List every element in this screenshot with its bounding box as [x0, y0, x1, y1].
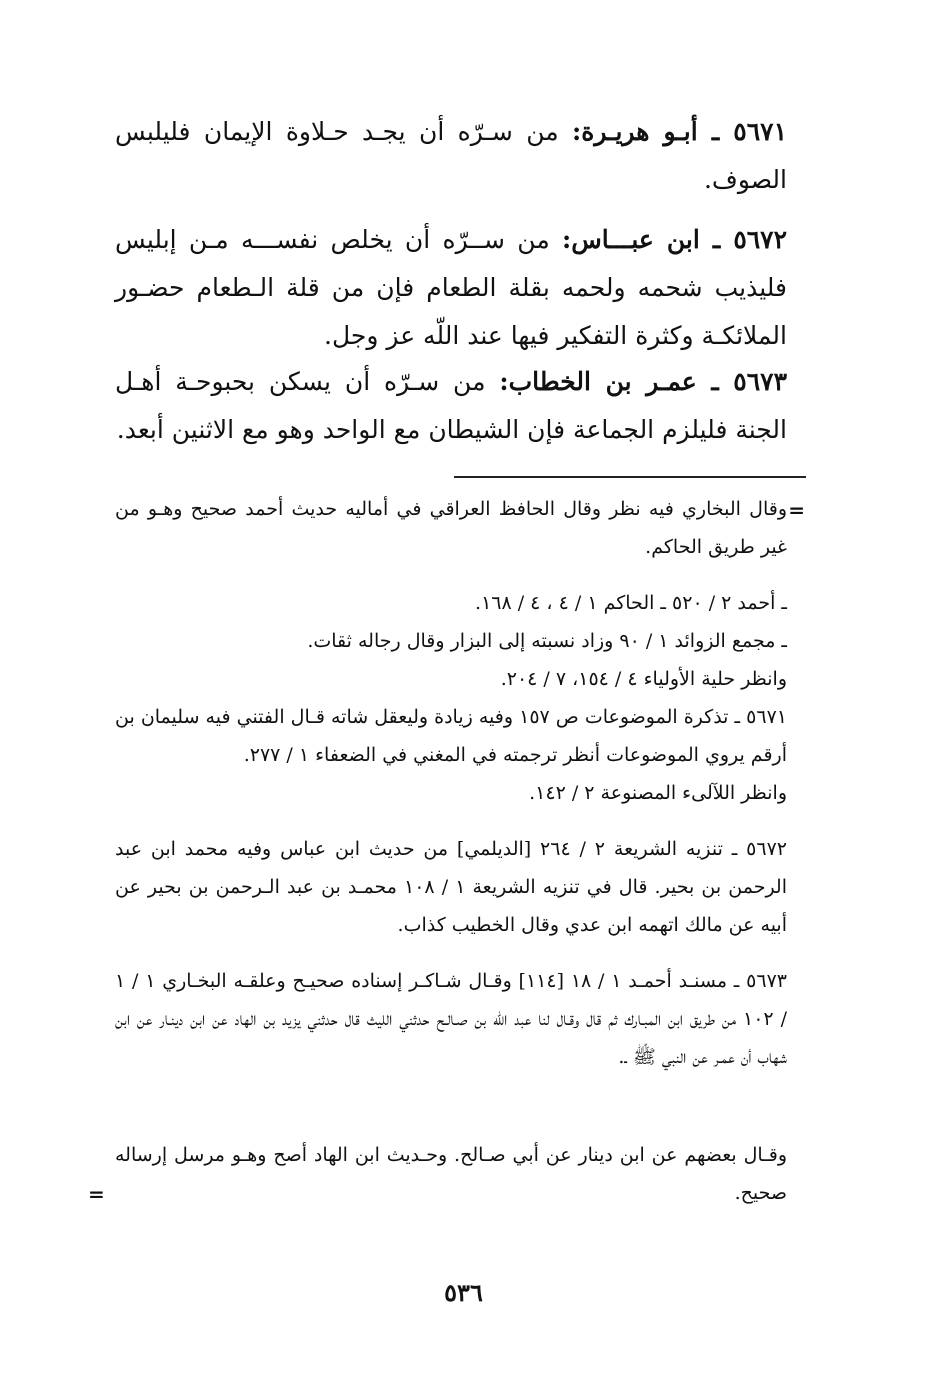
footnote-text: ٥٦٧٣ ـ مسنـد أحمـد ١ / ١٨ [١١٤] وقـال شـاكـر إسناده صحيـح وعلقـه البخـاري ١ / ١ / ١٠٢ من طريق ابن المبـارك ثم قال وقـال لنا عبد اللّه بن صـالـح حدثني الليث قال حدثني يزيد بن الهاد عن ابن دينـار عن ابن شهاب أن عمـر عن النبي ﷺ ـ. — [115, 970, 787, 1068]
footnote-carryover — [115, 490, 787, 566]
footnote-continuation-mark: = — [788, 498, 805, 522]
footnote-5671 — [115, 584, 787, 812]
entry-number: ٥٦٧٢ — [733, 225, 788, 254]
entry-separator: ـ — [696, 367, 734, 396]
footnote-line: ـ أحمد ٢ / ٥٢٠ ـ الحاكم ١ / ٤ ، ٤ / ١٦٨. — [475, 592, 787, 614]
footnote-line: ـ مجمع الزوائد ١ / ٩٠ وزاد نسبته إلى البزار وقال رجاله ثقات. — [307, 630, 787, 652]
entry-number: ٥٦٧٣ — [733, 367, 787, 396]
footnote-line: وانظر حلية الأولياء ٤ / ١٥٤، ٧ / ٢٠٤. — [500, 668, 787, 690]
footnote-5672 — [115, 830, 787, 944]
footnote-continuation-mark: = — [88, 1182, 105, 1206]
entry-number: ٥٦٧١ — [733, 117, 788, 146]
footnote-continued — [115, 1136, 787, 1212]
entry-text: من ســرّه أن يخلص نفســـه مـن إبليس فليذيب شحمه ولحمه بقلة الطعام فإن من قلة الـطعام حضـور الملائكـة وكثرة التفكير فيها عند اللّه عز وجل. — [115, 225, 787, 350]
entry-5671 — [115, 108, 787, 204]
entry-5673 — [115, 358, 787, 454]
footnote-text: ٥٦٧٢ ـ تنزيه الشريعة ٢ / ٢٦٤ [الديلمي] من حديث ابن عباس وفيه محمد ابن عبد الرحمن بن بحير. قال في تنزيه الشريعة ١ / ١٠٨ محمـد بن عبد الـرحمن بن بحير عن أبيه عن مالك اتهمه ابن عدي وقال الخطيب كذاب. — [115, 838, 788, 936]
entry-narrator: ابن عبـــاس: — [562, 225, 700, 254]
entry-narrator: أبـو هريـرة: — [572, 117, 698, 146]
entry-separator: ـ — [699, 225, 734, 254]
entry-narrator: عمـر بن الخطاب: — [499, 367, 697, 396]
page-number: ٥٣٦ — [444, 1278, 483, 1307]
footnote-divider — [454, 476, 806, 478]
footnote-text: وقـال بعضهم عن ابن دينار عن أبي صـالح. وحـديث ابن الهاد أصح وهـو مرسل إرساله صحيح. — [115, 1144, 787, 1204]
footnote-5673 — [115, 962, 787, 1076]
entry-text: من سـرّه أن يسكن بحبوحـة أهـل الجنة فليلزم الجماعة فإن الشيطان مع الواحد وهو مع الاثنين أبعد. — [115, 367, 787, 444]
footnote-line: ٥٦٧١ ـ تذكرة الموضوعات ص ١٥٧ وفيه زيادة وليعقل شاته قـال الفتني فيه سليمان بن أرقم يروي الموضوعات أنظر ترجمته في المغني في الضعفاء ١ / ٢٧٧. — [115, 706, 787, 766]
footnote-line: وانظر اللآلىء المصنوعة ٢ / ١٤٢. — [529, 782, 787, 804]
footnote-text: وقال البخاري فيه نظر وقال الحافظ العراقي في أماليه حديث أحمد صحيح وهـو من غير طريق الحاكم. — [115, 498, 787, 558]
entry-separator: ـ — [697, 117, 734, 146]
entry-5672 — [115, 216, 787, 360]
entry-text: من سـرّه أن يجـد حـلاوة الإيمان فليلبس الصوف. — [115, 117, 787, 194]
